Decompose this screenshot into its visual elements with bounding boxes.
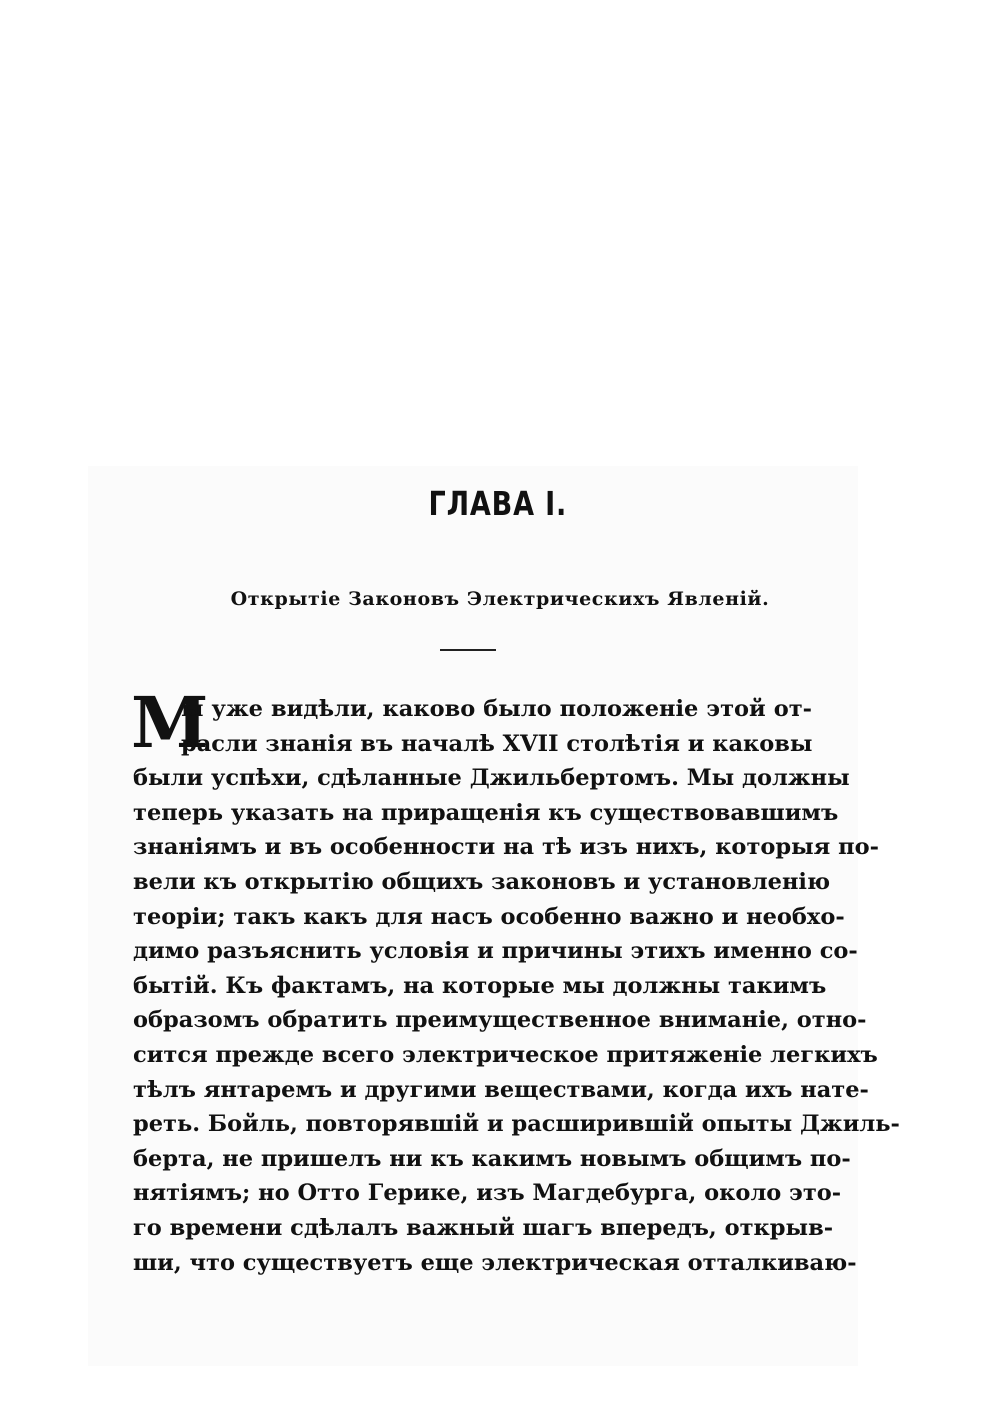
text-line: бытій. Къ фактамъ, на которые мы должны такимъ xyxy=(133,972,827,999)
title-divider xyxy=(440,649,496,651)
text-line: ы уже видѣли, каково было положеніе этой от- xyxy=(181,696,812,722)
text-line: го времени сдѣлалъ важный шагъ впередъ, открыв- xyxy=(133,1214,834,1241)
text-line: расли знанія въ началѣ XVII столѣтія и каковы xyxy=(181,730,813,757)
text-line: знаніямъ и въ особенности на тѣ изъ нихъ, которыя по- xyxy=(133,834,879,861)
chapter-subtitle: Открытіе Законовъ Электрическихъ Явленій. xyxy=(230,588,770,610)
drop-cap: М xyxy=(131,681,209,764)
text-line: сится прежде всего электрическое притяженіе легкихъ xyxy=(133,1041,878,1068)
body-text xyxy=(133,692,900,1280)
text-line: теоріи; такъ какъ для насъ особенно важно и необхо- xyxy=(133,903,845,930)
text-line: берта, не пришелъ ни къ какимъ новымъ общимъ по- xyxy=(133,1145,851,1172)
text-line: образомъ обратить преимущественное вниманіе, отно- xyxy=(133,1007,867,1034)
text-line: тѣлъ янтаремъ и другими веществами, когда ихъ нате- xyxy=(133,1076,869,1103)
text-line: вели къ открытію общихъ законовъ и установленію xyxy=(133,868,831,895)
text-line: нятіямъ; но Отто Герике, изъ Магдебурга, около это- xyxy=(133,1180,842,1207)
text-line: теперь указать на приращенія къ существовавшимъ xyxy=(133,799,839,826)
text-line: димо разъяснить условія и причины этихъ именно со- xyxy=(133,938,858,965)
text-line: реть. Бойль, повторявшій и расширившій опыты Джиль- xyxy=(133,1111,900,1138)
text-line: были успѣхи, сдѣланные Джильбертомъ. Мы должны xyxy=(133,765,850,792)
chapter-title: ГЛАВА I. xyxy=(428,484,568,523)
text-line: ши, что существуетъ еще электрическая отталкиваю- xyxy=(133,1249,857,1276)
